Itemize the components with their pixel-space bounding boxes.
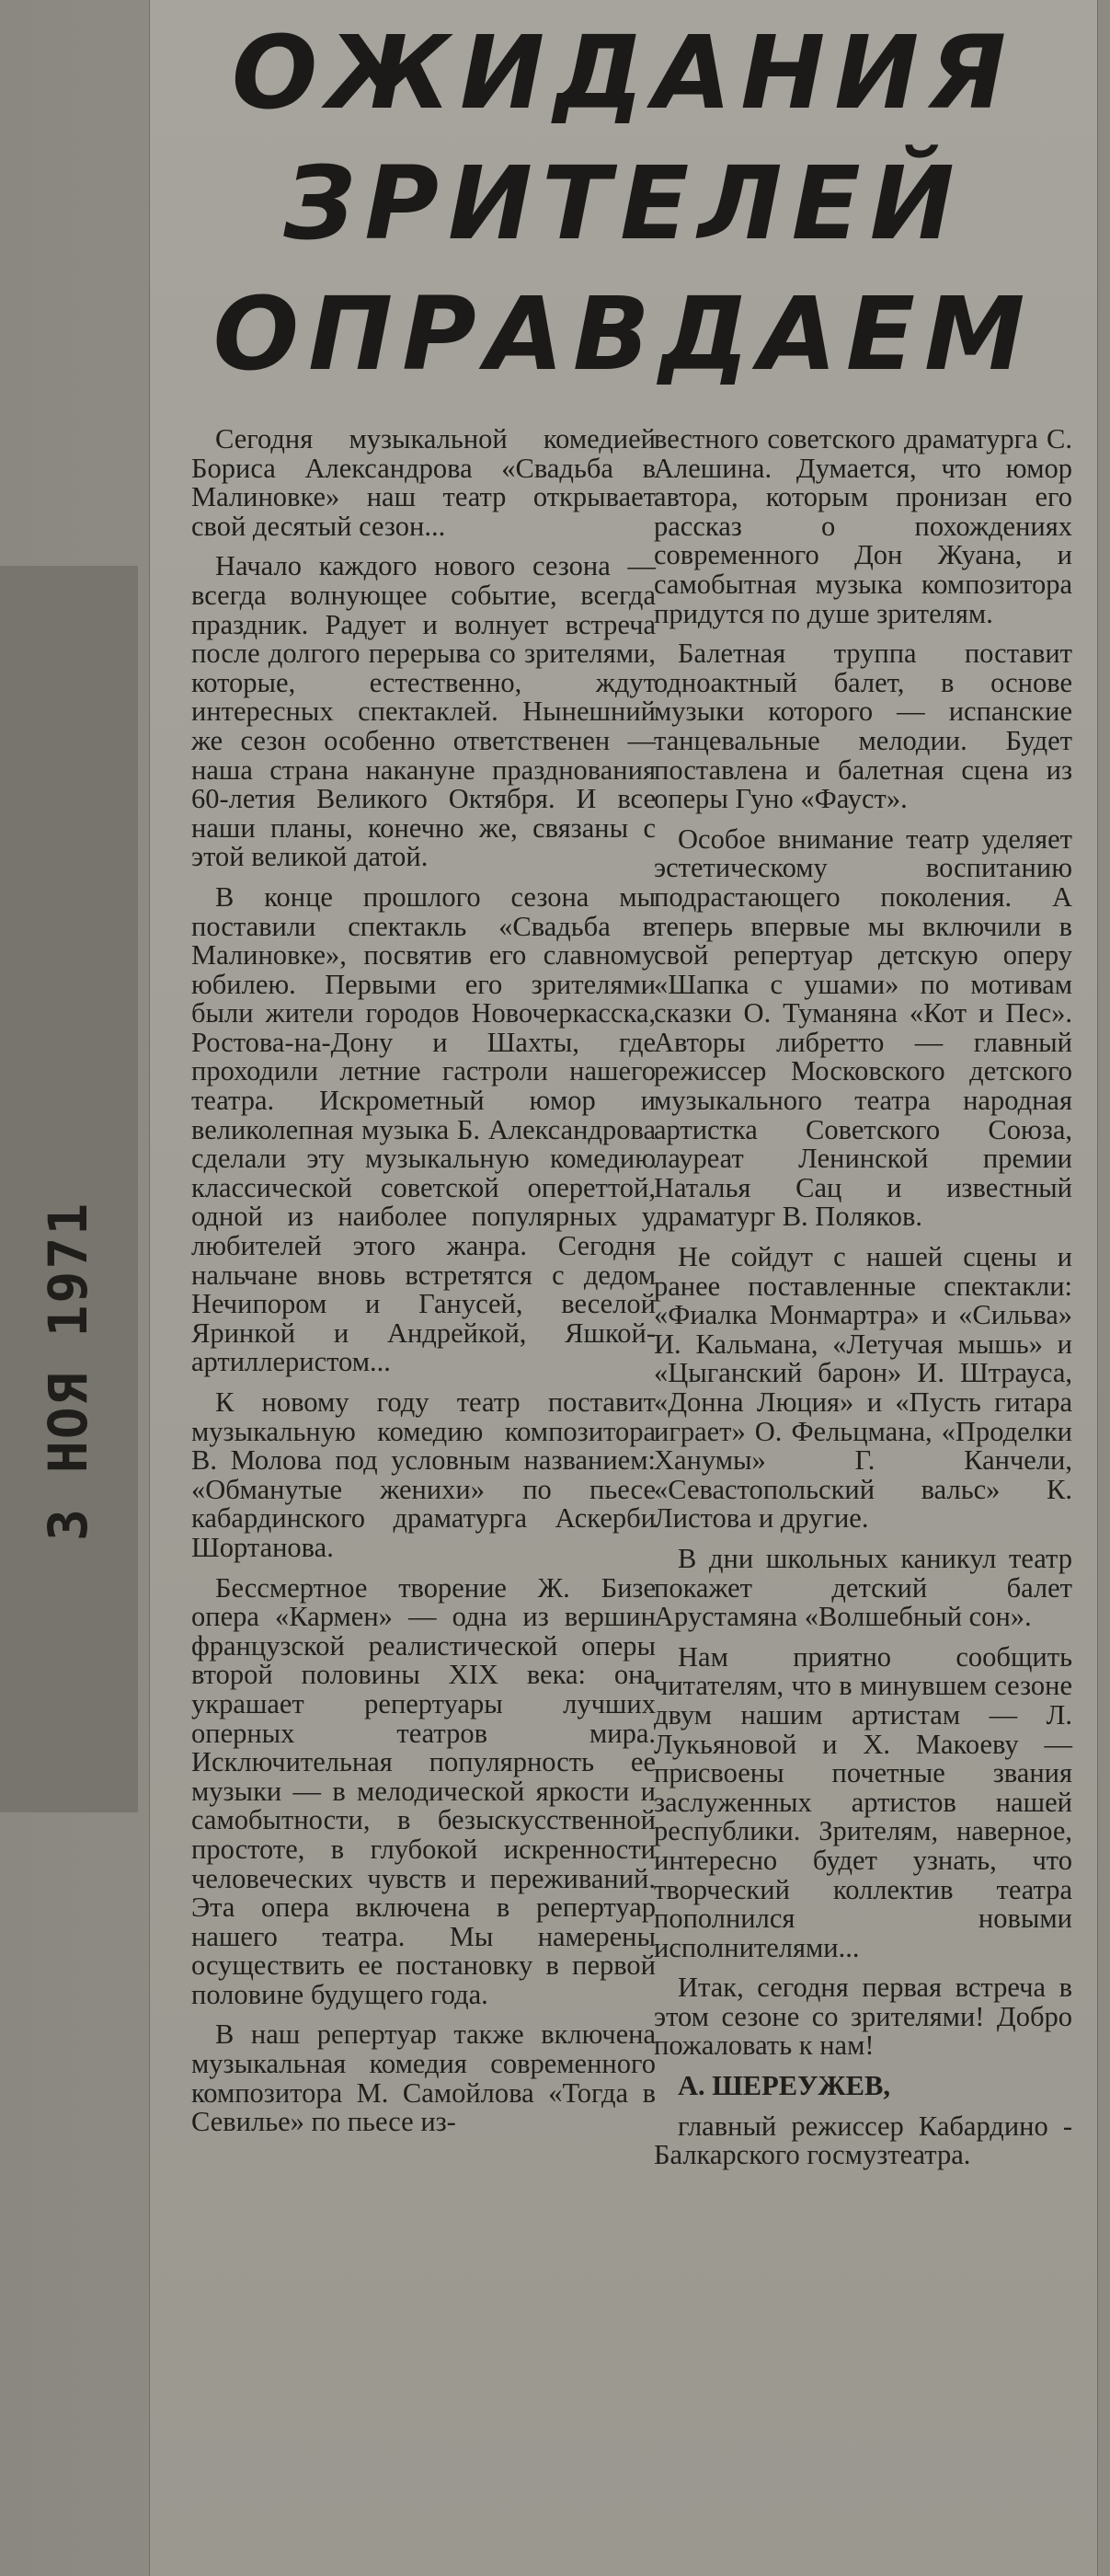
- paragraph: В конце прошлого сезона мы поставили спектакль «Свадьба в Малиновке», посвятив его славному юбилею. Первыми его зрителями были жители городов Новочеркасска, Ростова-на-Дону и Шахты, где проходили летние гастроли нашего театра. Искрометный юмор и великолепная музыка Б. Александрова сделали эту музыкальную комедию классической советской опереттой, одной из наиболее популярных у любителей этого жанра. Сегодня нальчане вновь встретятся с дедом Нечипором и Ганусей, веселой Яринкой и Андрейкой, Яшкой-артиллеристом...: [191, 880, 656, 1378]
- paragraph: В наш репертуар также включена музыкальная комедия современного композитора М. Самойлова «Тогда в Севилье» по пьесе из-: [191, 2018, 656, 2138]
- paragraph: Начало каждого нового сезона — всегда волнующее событие, всегда праздник. Радует и волнует встреча после долгого перерыва со зрителями, которые, естественно, ждут интересных спектаклей. Нынешний же сезон особенно ответственен — наша страна накануне празднования 60-летия Великого Октября. И все наши планы, конечно же, связаны с этой великой датой.: [191, 550, 656, 873]
- stamp-date: 3 НОЯ 1971: [37, 1201, 99, 1541]
- headline: [150, 0, 1097, 419]
- article-column-left: [191, 425, 656, 2137]
- headline-line-2: ЗРИТЕЛЕЙ: [283, 144, 964, 262]
- headline-line-1: ОЖИДАНИЯ: [231, 14, 1016, 132]
- paragraph: Не сойдут с нашей сцены и ранее поставленные спектакли: «Фиалка Монмартра» и «Сильва» И. Кальмана, «Летучая мышь» и «Цыганский барон» И. Штрауса, «Донна Люция» и «Пусть гитара играет» О. Фельцмана, «Проделки Ханумы» Г. Канчели, «Севастопольский вальс» К. Листова и другие.: [654, 1241, 1072, 1535]
- paragraph: Балетная труппа поставит одноактный балет, в основе музыки которого — испанские танцевальные мелодии. Будет поставлена и балетная сцена из оперы Гуно «Фауст».: [654, 638, 1072, 815]
- paragraph: Нам приятно сообщить читателям, что в минувшем сезоне двум нашим артистам — Л. Лукьяновой и Х. Макоеву — присвоены почетные звания заслуженных артистов нашей республики. Зрителям, наверное, интересно будет узнать, что творческий коллектив театра пополнился новыми исполнителями...: [654, 1640, 1072, 1963]
- paragraph: Бессмертное творение Ж. Бизе опера «Кармен» — одна из вершин французской реалистической оперы второй половины XIX века: она украшает репертуары лучших оперных театров мира. Исключительная популярность ее музыки — в мелодической яркости и самобытности, в безыскусственной простоте, в глубокой искренности человеческих чувств и переживаний. Эта опера включена в репертуар нашего театра. Мы намерены осуществить ее постановку в первой половине будущего года.: [191, 1571, 656, 2010]
- author-signature: [654, 2072, 1072, 2170]
- paragraph: В дни школьных каникул театр покажет детский балет Арустамяна «Волшебный сон».: [654, 1542, 1072, 1633]
- paragraph: вестного советского драматурга С. Алешина. Думается, что юмор автора, которым пронизан его рассказ о похождениях современного Дон Жуана, и самобытная музыка композитора придутся по душе зрителям.: [654, 423, 1072, 629]
- paragraph: К новому году театр поставит музыкальную комедию композитора В. Молова под условным названием: «Обманутые женихи» по пьесе кабардинского драматурга Аскерби Шортанова.: [191, 1386, 656, 1563]
- author-role: главный режиссер Кабардино - Балкарского госмузтеатра.: [654, 2110, 1072, 2171]
- paragraph: Сегодня музыкальной комедией Бориса Александрова «Свадьба в Малиновке» наш театр открывает свой десятый сезон...: [191, 423, 656, 542]
- archive-stamp-strip: [0, 566, 138, 1812]
- paragraph: Особое внимание театр уделяет эстетическому воспитанию подрастающего поколения. А теперь впервые мы включили в свой репертуар детскую оперу «Шапка с ушами» по мотивам сказки О. Туманяна «Кот и Пес». Авторы либретто — главный режиссер Московского детского музыкального театра народная артистка Советского Союза, лауреат Ленинской премии Наталья Сац и известный драматург В. Поляков.: [654, 822, 1072, 1233]
- paragraph: Итак, сегодня первая встреча в этом сезоне со зрителями! Добро пожаловать к нам!: [654, 1972, 1072, 2062]
- newspaper-clipping: [149, 0, 1098, 2576]
- headline-line-3: ОПРАВДАЕМ: [212, 275, 1035, 393]
- author-name: А. ШЕРЕУЖЕВ,: [678, 2070, 890, 2102]
- article-column-right: [654, 425, 1072, 2170]
